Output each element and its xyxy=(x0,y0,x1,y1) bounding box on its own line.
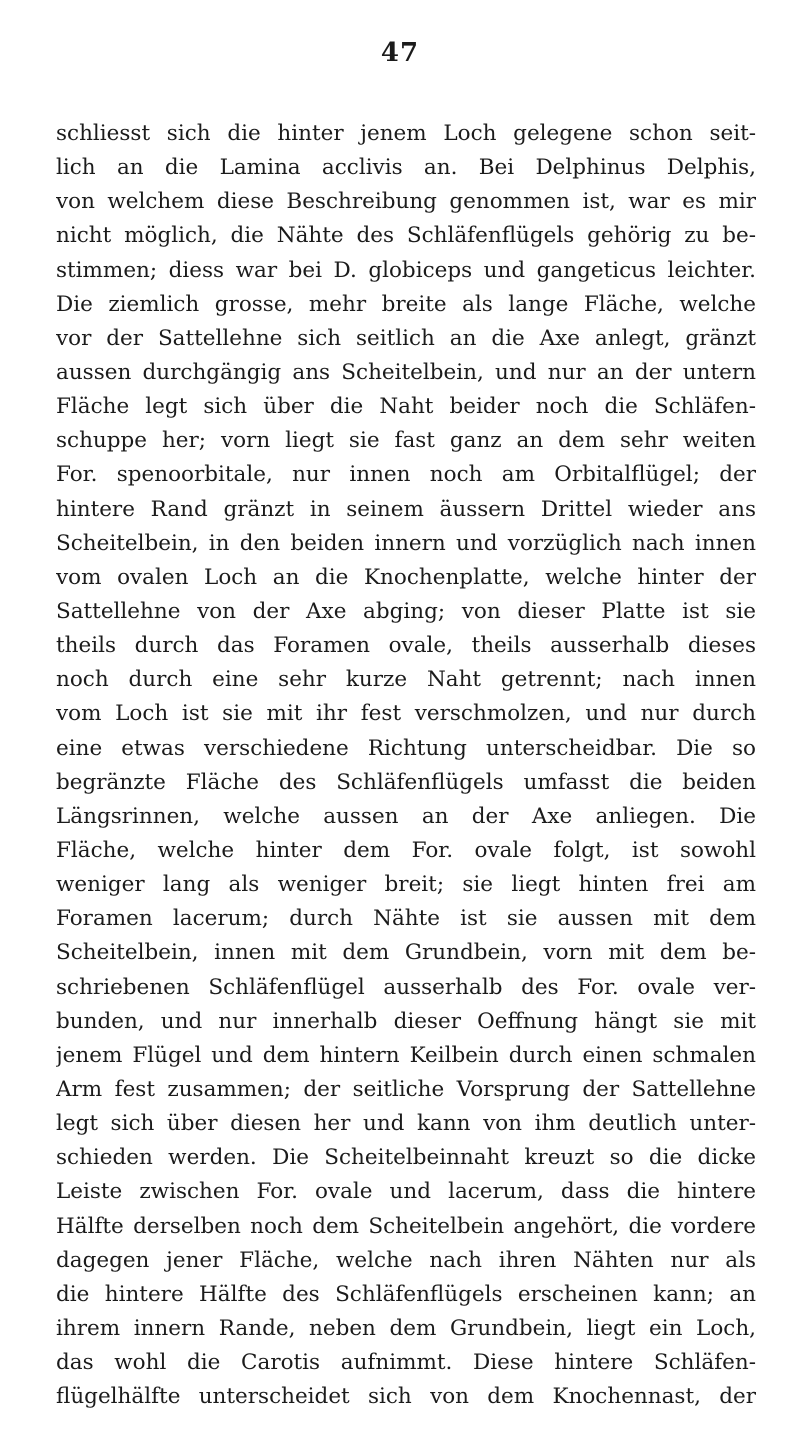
text-line: vor der Sattellehne sich seitlich an die Axe anlegt, gränzt xyxy=(56,325,756,351)
text-line: von welchem diese Beschreibung genommen ist, war es mir xyxy=(56,189,756,215)
text-line: Hälfte derselben noch dem Scheitelbein angehört, die vordere xyxy=(56,1213,756,1239)
text-line: Scheitelbein, in den beiden innern und vorzüglich nach innen xyxy=(56,530,756,556)
text-line: vom ovalen Loch an die Knochenplatte, welche hinter der xyxy=(56,564,756,590)
text-line: Foramen lacerum; durch Nähte ist sie aussen mit dem xyxy=(56,906,756,932)
text-line: bunden, und nur innerhalb dieser Oeffnung hängt sie mit xyxy=(56,1008,756,1034)
text-line: hintere Rand gränzt in seinem äussern Drittel wieder ans xyxy=(56,496,756,522)
text-line: aussen durchgängig ans Scheitelbein, und nur an der untern xyxy=(56,359,756,385)
text-line: eine etwas verschiedene Richtung unterscheidbar. Die so xyxy=(56,735,756,761)
body-text xyxy=(56,117,756,1414)
text-line: noch durch eine sehr kurze Naht getrennt; nach innen xyxy=(56,667,756,693)
text-line: jenem Flügel und dem hintern Keilbein durch einen schmalen xyxy=(56,1042,756,1068)
text-line: ihrem innern Rande, neben dem Grundbein, liegt ein Loch, xyxy=(56,1315,756,1341)
page-number: 47 xyxy=(380,38,420,68)
text-line: stimmen; diess war bei D. globiceps und gangeticus leichter. xyxy=(56,257,756,283)
text-line: flügelhälfte unterscheidet sich von dem Knochennast, der xyxy=(56,1384,756,1410)
text-line: vom Loch ist sie mit ihr fest verschmolzen, und nur durch xyxy=(56,701,756,727)
text-line: nicht möglich, die Nähte des Schläfenflügels gehörig zu be- xyxy=(56,223,756,249)
text-line: Arm fest zusammen; der seitliche Vorsprung der Sattellehne xyxy=(56,1076,756,1102)
text-line: Längsrinnen, welche aussen an der Axe anliegen. Die xyxy=(56,803,756,829)
text-line: schliesst sich die hinter jenem Loch gelegene schon seit- xyxy=(56,121,756,146)
text-line: schriebenen Schläfenflügel ausserhalb des For. ovale ver- xyxy=(56,974,756,1000)
text-line: Scheitelbein, innen mit dem Grundbein, vorn mit dem be- xyxy=(56,940,756,966)
text-line: dagegen jener Fläche, welche nach ihren Nähten nur als xyxy=(56,1247,756,1273)
text-line: die hintere Hälfte des Schläfenflügels erscheinen kann; an xyxy=(56,1281,756,1307)
text-line: begränzte Fläche des Schläfenflügels umfasst die beiden xyxy=(56,769,756,795)
text-line: Leiste zwischen For. ovale und lacerum, dass die hintere xyxy=(56,1179,756,1205)
text-line: schieden werden. Die Scheitelbeinnaht kreuzt so die dicke xyxy=(56,1145,756,1171)
text-line: For. spenoorbitale, nur innen noch am Orbitalflügel; der xyxy=(56,462,756,488)
text-line: Sattellehne von der Axe abging; von dieser Platte ist sie xyxy=(56,598,756,624)
text-line: das wohl die Carotis aufnimmt. Diese hintere Schläfen- xyxy=(56,1350,756,1376)
text-line: lich an die Lamina acclivis an. Bei Delphinus Delphis, xyxy=(56,155,756,181)
text-line: Die ziemlich grosse, mehr breite als lange Fläche, welche xyxy=(56,291,756,317)
text-line: Fläche, welche hinter dem For. ovale folgt, ist sowohl xyxy=(56,837,756,863)
text-line: theils durch das Foramen ovale, theils ausserhalb dieses xyxy=(56,633,756,659)
text-line: legt sich über diesen her und kann von ihm deutlich unter- xyxy=(56,1111,756,1137)
text-line: weniger lang als weniger breit; sie liegt hinten frei am xyxy=(56,872,756,898)
text-line: schuppe her; vorn liegt sie fast ganz an dem sehr weiten xyxy=(56,428,756,454)
text-line: Fläche legt sich über die Naht beider noch die Schläfen- xyxy=(56,394,756,420)
